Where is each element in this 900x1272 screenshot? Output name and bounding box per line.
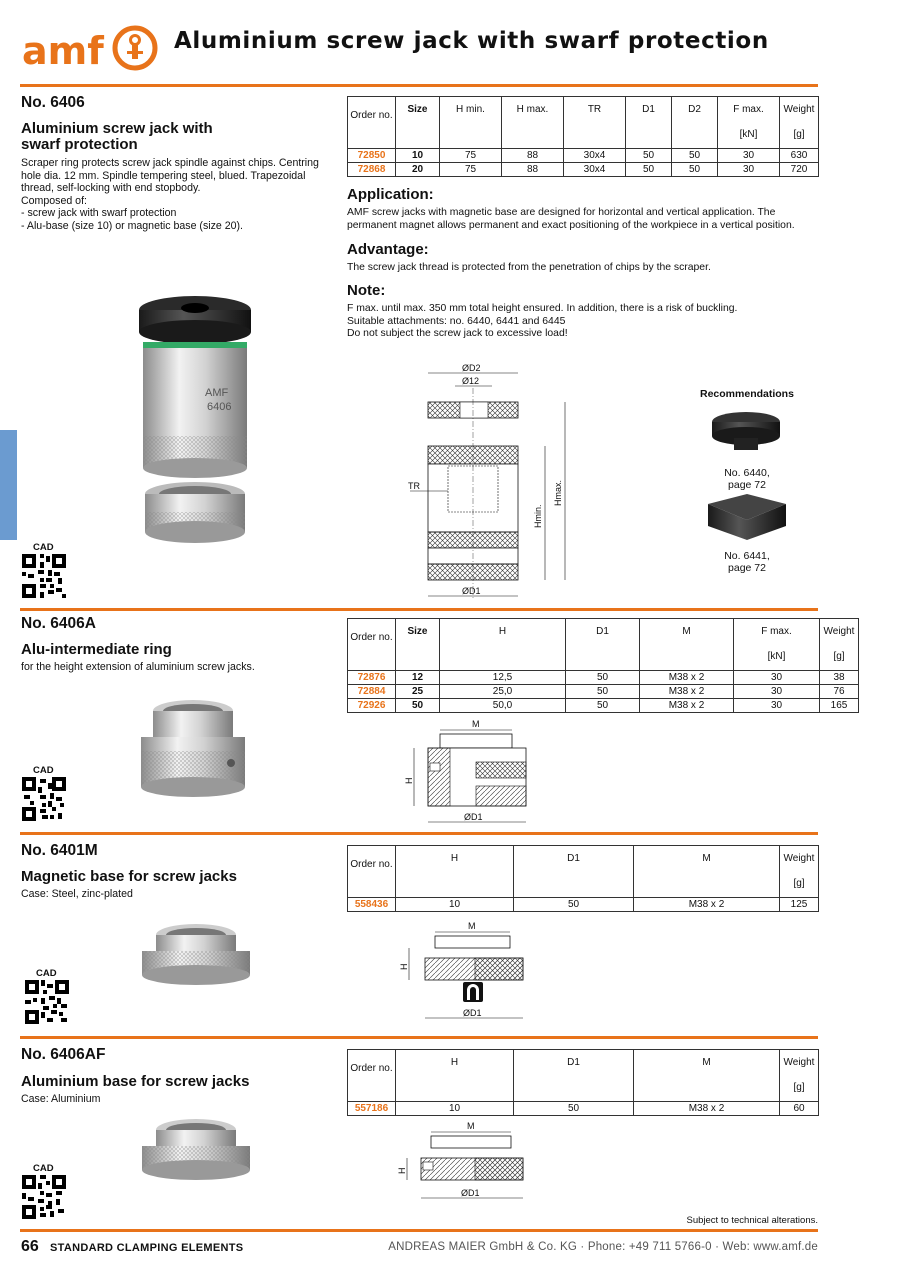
screw-jack-drawing	[400, 358, 580, 604]
section-rule	[20, 608, 818, 611]
section-description: Case: Aluminium	[21, 1093, 101, 1105]
section-number: No. 6406AF	[21, 1046, 106, 1063]
section-rule	[20, 1036, 818, 1039]
col-fmax: F max. [kN]	[718, 97, 780, 149]
table-row: 557186 10 50 M38 x 2 60	[348, 1102, 819, 1116]
intermediate-ring-drawing	[400, 716, 540, 826]
col-order-no: Order no.	[348, 97, 396, 149]
svg-text:H: H	[404, 777, 414, 784]
product-marking: 6406	[207, 401, 232, 413]
cad-label: CAD	[33, 765, 54, 776]
col-tr: TR	[564, 97, 626, 149]
section-number: No. 6406	[21, 94, 85, 111]
section-description: for the height extension of aluminium screw jacks.	[21, 661, 255, 673]
section-description: Case: Steel, zinc-plated	[21, 888, 133, 900]
section-number: No. 6401M	[21, 842, 98, 859]
note-text: F max. until max. 350 mm total height ensured. In addition, there is a risk of buckling. Suitable attachments: no. 6440, 6441 and 6445 Do not subject the screw jack to excessive load!	[347, 303, 738, 339]
svg-text:H: H	[397, 1167, 407, 1174]
section-title: Magnetic base for screw jacks	[21, 868, 237, 885]
section-title: Alu-intermediate ring	[21, 641, 172, 658]
table-row: 72876 12 12,5 50 M38 x 2 30 38	[348, 671, 859, 685]
logo-text: amf	[22, 29, 104, 73]
screw-jack-photo	[130, 292, 260, 557]
footer-category: STANDARD CLAMPING ELEMENTS	[50, 1242, 244, 1254]
rec1-caption: No. 6440, page 72	[724, 467, 770, 491]
note-heading: Note:	[347, 282, 386, 299]
cad-qr-code[interactable]	[25, 980, 69, 1024]
col-hmin: H min.	[440, 97, 502, 149]
table-row: 72868 20 75 88 30x4 50 50 30 720	[348, 163, 819, 177]
svg-text:M: M	[472, 719, 480, 729]
svg-text:AMF: AMF	[205, 387, 229, 399]
table-row: 558436 10 50 M38 x 2 125	[348, 898, 819, 912]
page-title: Aluminium screw jack with swarf protection	[174, 28, 769, 54]
col-d1: D1	[626, 97, 672, 149]
col-hmax: H max.	[502, 97, 564, 149]
spec-table-6401m: Order no. H D1 M Weight [g] 558436 10 50 M38 x 2 125	[347, 845, 819, 912]
attachment-6441-photo	[702, 490, 792, 546]
header-rule	[20, 84, 818, 87]
application-heading: Application:	[347, 186, 434, 203]
svg-text:TR: TR	[408, 481, 420, 491]
recommendations-title: Recommendations	[700, 388, 794, 400]
cad-qr-code[interactable]	[22, 1175, 66, 1219]
svg-text:M: M	[468, 921, 476, 931]
amf-logo	[22, 24, 162, 74]
page-number: 66	[21, 1238, 39, 1255]
svg-text:ØD1: ØD1	[461, 1188, 480, 1198]
section-title: Aluminium base for screw jacks	[21, 1073, 250, 1090]
svg-text:H: H	[399, 963, 409, 970]
svg-text:M: M	[467, 1121, 475, 1131]
col-d2: D2	[672, 97, 718, 149]
svg-text:ØD1: ØD1	[462, 586, 481, 596]
cad-label: CAD	[33, 1163, 54, 1174]
table-row: 72850 10 75 88 30x4 50 50 30 630	[348, 149, 819, 163]
application-text: AMF screw jacks with magnetic base are designed for horizontal and vertical application. The permanent magnet allows permanent and exact positioning of the workpiece in a vertical position.	[347, 207, 795, 231]
section-number: No. 6406A	[21, 615, 96, 632]
svg-text:ØD1: ØD1	[463, 1008, 482, 1018]
aluminium-base-photo	[138, 1115, 258, 1185]
svg-text:Hmax.: Hmax.	[553, 479, 563, 506]
svg-text:Hmin.: Hmin.	[533, 504, 543, 528]
spec-table-6406	[347, 96, 819, 177]
cad-label: CAD	[36, 968, 57, 979]
magnetic-base-drawing	[395, 918, 535, 1024]
intermediate-ring-photo	[135, 695, 255, 800]
section-rule	[20, 832, 818, 835]
svg-text:Ø12: Ø12	[462, 376, 480, 386]
section-title: Aluminium screw jack with swarf protection	[21, 120, 213, 153]
side-tab	[0, 430, 17, 540]
cad-qr-code[interactable]	[22, 777, 66, 821]
cad-qr-code[interactable]	[22, 554, 66, 598]
table-row: 72884 25 25,0 50 M38 x 2 30 76	[348, 685, 859, 699]
footer-rule	[20, 1229, 818, 1232]
rec2-caption: No. 6441, page 72	[724, 550, 770, 574]
spec-table-6406af: Order no. H D1 M Weight [g] 557186 10 50 M38 x 2 60	[347, 1049, 819, 1116]
spec-table-6406a: Order no. Size H D1 M F max. [kN] Weight [g] 72876 12 12,5 50 M38 x 2 30 38 72884 25 25,0 50 M38 x 2 30 76 72926 50 50,0 50 M38 x 2 30 165	[347, 618, 859, 713]
attachment-6440-photo	[706, 408, 786, 458]
cad-label: CAD	[33, 542, 54, 553]
subject-note: Subject to technical alterations.	[686, 1215, 818, 1226]
col-size: Size	[396, 97, 440, 149]
section-description: Scraper ring protects screw jack spindle against chips. Centring hole dia. 12 mm. Spindle tempering steel, blued. Trapezoidal thread, self-locking with end stopbody. Composed of: - screw jack with swarf protection - Alu-base (size 10) or magnetic base (size 20).	[21, 157, 319, 232]
svg-text:ØD1: ØD1	[464, 812, 483, 822]
aluminium-base-drawing	[395, 1120, 535, 1202]
table-row: 72926 50 50,0 50 M38 x 2 30 165	[348, 699, 859, 713]
advantage-text: The screw jack thread is protected from the penetration of chips by the scraper.	[347, 262, 711, 273]
svg-text:ØD2: ØD2	[462, 363, 481, 373]
magnetic-base-photo	[138, 920, 258, 990]
advantage-heading: Advantage:	[347, 241, 429, 258]
footer-company: ANDREAS MAIER GmbH & Co. KG · Phone: +49 711 5766-0 · Web: www.amf.de	[388, 1241, 818, 1253]
col-weight: Weight [g]	[780, 97, 819, 149]
